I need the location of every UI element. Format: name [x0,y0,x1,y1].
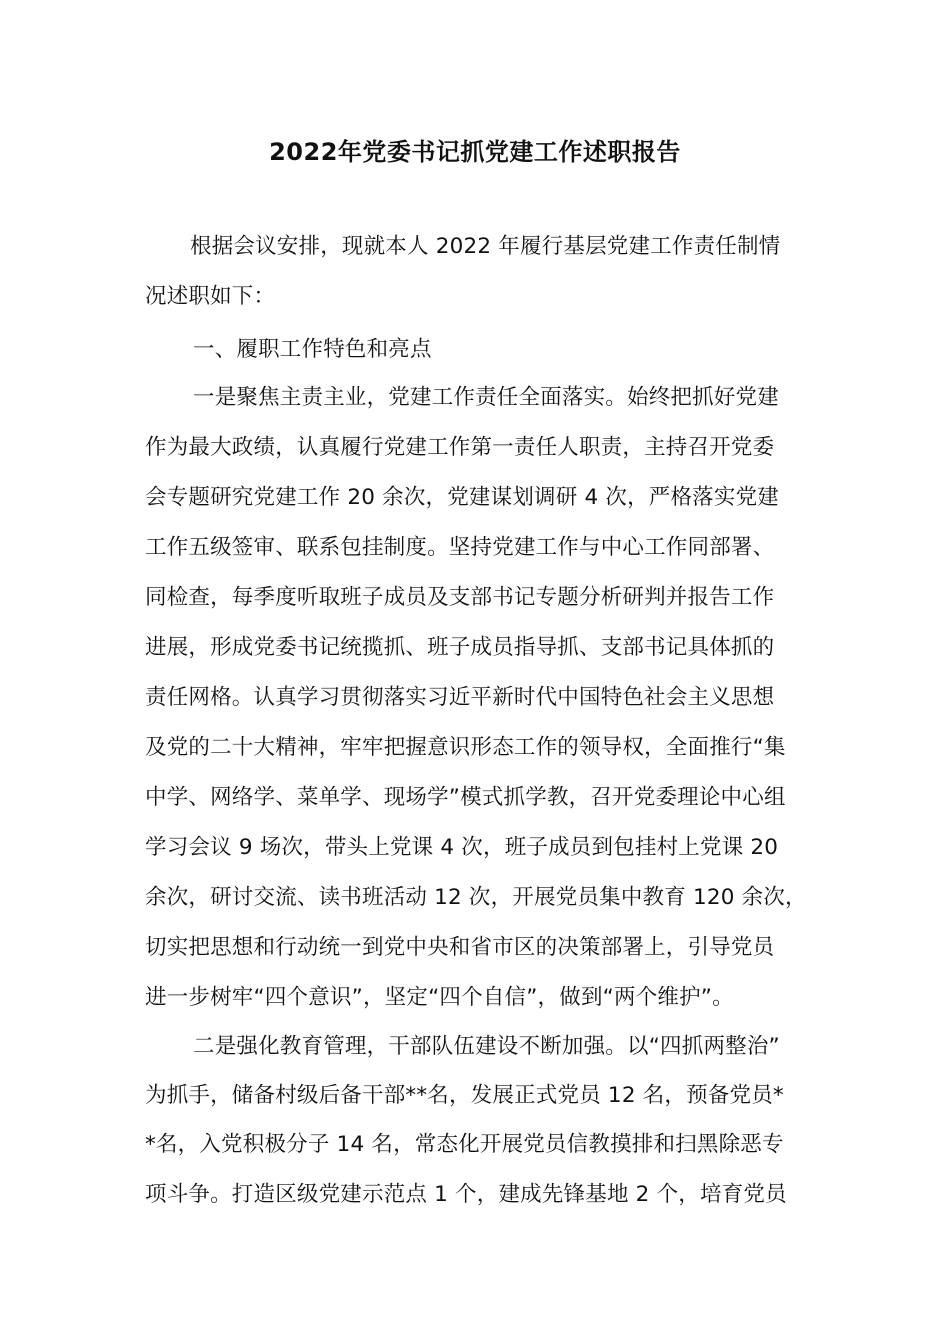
paragraph-line: 进展，形成党委书记统揽抓、班子成员指导抓、支部书记具体抓的 [145,635,775,660]
paragraph-line: 况述职如下： [145,284,276,309]
paragraph-line: 为抓手，储备村级后备干部**名，发展正式党员 12 名，预备党员* [145,1083,784,1108]
paragraph-line: 同检查，每季度听取班子成员及支部书记专题分析研判并报告工作 [145,585,775,610]
paragraph-line: 及党的二十大精神，牢牢把握意识形态工作的领导权，全面推行“集 [145,735,786,760]
paragraph-line: *名，入党积极分子 14 名，常态化开展党员信教摸排和扫黑除恶专 [145,1132,784,1157]
paragraph-line: 根据会议安排，现就本人 2022 年履行基层党建工作责任制情 [190,234,781,259]
paragraph-line: 一是聚焦主责主业，党建工作责任全面落实。始终把抓好党建 [193,385,779,410]
paragraph-line: 项斗争。打造区级党建示范点 1 个，建成先锋基地 2 个，培育党员 [145,1182,787,1207]
paragraph-line: 学习会议 9 场次，带头上党课 4 次，班子成员到包挂村上党课 20 [145,835,779,860]
paragraph-line: 会专题研究党建工作 20 余次，党建谋划调研 4 次，严格落实党建 [145,485,779,510]
paragraph-line: 中学、网络学、菜单学、现场学”模式抓学教，召开党委理论中心组 [145,785,786,810]
paragraph-line: 切实把思想和行动统一到党中央和省市区的决策部署上，引导党员 [145,935,775,960]
paragraph-line: 二是强化教育管理，干部队伍建设不断加强。以“四抓两整治” [193,1034,780,1059]
paragraph-line: 余次，研讨交流、读书班活动 12 次，开展党员集中教育 120 余次， [145,885,807,910]
paragraph-line: 责任网格。认真学习贯彻落实习近平新时代中国特色社会主义思想 [145,685,775,710]
paragraph-line: 进一步树牢“四个意识”，坚定“四个自信”，做到“两个维护”。 [145,985,734,1010]
section-heading: 一、履职工作特色和亮点 [193,337,432,362]
document-title: 2022年党委书记抓党建工作述职报告 [269,138,681,166]
paragraph-line: 作为最大政绩，认真履行党建工作第一责任人职责，主持召开党委 [145,435,775,460]
paragraph-line: 工作五级签审、联系包挂制度。坚持党建工作与中心工作同部署、 [145,535,775,560]
